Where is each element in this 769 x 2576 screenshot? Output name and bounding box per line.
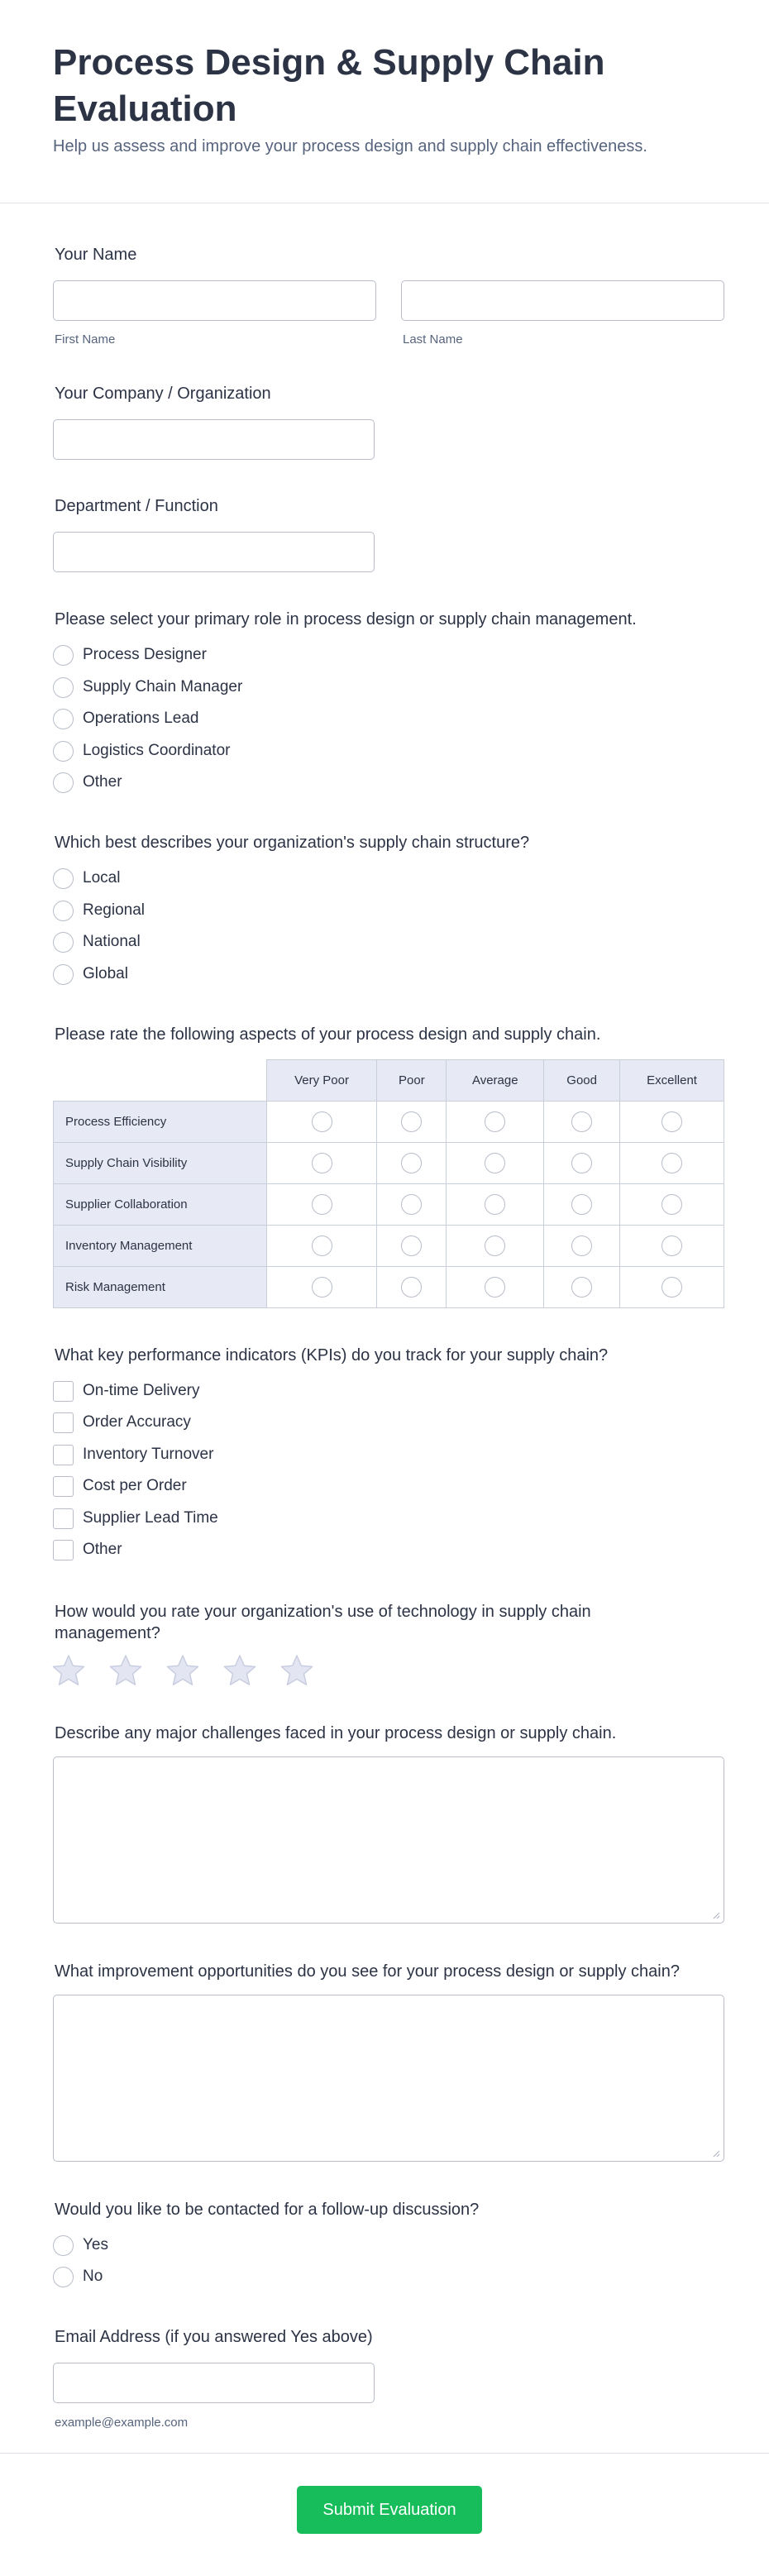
option-label: Logistics Coordinator (83, 742, 231, 759)
matrix-cell[interactable] (544, 1184, 620, 1226)
matrix-row (54, 1226, 724, 1267)
radio-button[interactable] (485, 1235, 505, 1256)
first-name-sublabel: First Name (55, 332, 116, 346)
radio-button[interactable] (312, 1235, 332, 1256)
matrix-cell[interactable] (620, 1267, 724, 1308)
matrix-row (54, 1184, 724, 1226)
matrix-cell[interactable] (620, 1143, 724, 1184)
matrix-cell[interactable] (620, 1102, 724, 1143)
radio-button[interactable] (53, 709, 74, 729)
email-input[interactable] (53, 2363, 375, 2403)
option-label: On-time Delivery (83, 1382, 200, 1399)
kpi-option[interactable] (53, 1443, 213, 1466)
challenges-textarea[interactable] (53, 1756, 724, 1924)
followup-option[interactable] (53, 2234, 108, 2257)
checkbox[interactable] (53, 1412, 74, 1433)
email-label: Email Address (if you answered Yes above) (55, 2328, 373, 2346)
matrix-column-header: Good (544, 1060, 620, 1102)
matrix-cell[interactable] (447, 1267, 544, 1308)
radio-button[interactable] (53, 2267, 74, 2287)
matrix-row-label: Supply Chain Visibility (54, 1143, 267, 1184)
checkbox[interactable] (53, 1445, 74, 1465)
option-label: Other (83, 1541, 122, 1558)
kpi-option[interactable] (53, 1507, 218, 1530)
structure-option[interactable] (53, 867, 120, 890)
kpis-label: What key performance indicators (KPIs) do you track for your supply chain? (55, 1346, 609, 1364)
option-label: Other (83, 773, 122, 791)
role-option[interactable] (53, 771, 122, 794)
radio-button[interactable] (485, 1153, 505, 1173)
form-subtitle: Help us assess and improve your process design and supply chain effectiveness. (53, 137, 647, 155)
matrix-cell[interactable] (377, 1226, 447, 1267)
option-label: Yes (83, 2236, 108, 2253)
matrix-row (54, 1143, 724, 1184)
option-label: Supplier Lead Time (83, 1509, 218, 1527)
radio-button[interactable] (312, 1153, 332, 1173)
checkbox[interactable] (53, 1476, 74, 1497)
checkbox[interactable] (53, 1508, 74, 1529)
matrix-column-header: Poor (377, 1060, 447, 1102)
role-option[interactable] (53, 739, 230, 762)
matrix-column-header: Excellent (620, 1060, 724, 1102)
radio-button[interactable] (53, 868, 74, 889)
option-label: Inventory Turnover (83, 1446, 214, 1463)
radio-button[interactable] (485, 1194, 505, 1215)
role-label: Please select your primary role in process design or supply chain management. (55, 610, 637, 628)
star-icon[interactable] (279, 1653, 314, 1688)
department-input[interactable] (53, 532, 375, 572)
submit-button[interactable]: Submit Evaluation (297, 2486, 482, 2534)
last-name-sublabel: Last Name (403, 332, 463, 346)
matrix-cell[interactable] (377, 1267, 447, 1308)
kpi-option[interactable] (53, 1474, 187, 1498)
radio-button[interactable] (662, 1194, 682, 1215)
kpi-option[interactable] (53, 1379, 199, 1403)
radio-button[interactable] (312, 1277, 332, 1298)
name-label: Your Name (55, 246, 137, 264)
radio-button[interactable] (53, 772, 74, 793)
matrix-row (54, 1267, 724, 1308)
radio-button[interactable] (662, 1153, 682, 1173)
role-option[interactable] (53, 707, 199, 730)
footer-divider (0, 2453, 769, 2454)
star-rating (51, 1653, 337, 1688)
option-label: Process Designer (83, 646, 207, 663)
star-icon[interactable] (222, 1653, 257, 1688)
radio-button[interactable] (53, 645, 74, 666)
followup-option[interactable] (53, 2265, 103, 2288)
challenges-label: Describe any major challenges faced in your process design or supply chain. (55, 1724, 617, 1742)
company-label: Your Company / Organization (55, 385, 271, 403)
matrix-row-label: Inventory Management (54, 1226, 267, 1267)
matrix-cell[interactable] (544, 1143, 620, 1184)
first-name-input[interactable] (53, 280, 376, 321)
star-icon[interactable] (165, 1653, 200, 1688)
matrix-cell[interactable] (544, 1226, 620, 1267)
matrix-cell[interactable] (544, 1267, 620, 1308)
option-label: Cost per Order (83, 1477, 187, 1494)
kpi-option[interactable] (53, 1411, 191, 1434)
option-label: Local (83, 869, 121, 887)
rating-label: Please rate the following aspects of your process design and supply chain. (55, 1025, 601, 1044)
radio-button[interactable] (53, 741, 74, 762)
radio-button[interactable] (571, 1194, 592, 1215)
resize-handle-icon[interactable] (712, 1911, 720, 1919)
radio-button[interactable] (401, 1194, 422, 1215)
option-label: Regional (83, 901, 145, 919)
matrix-row-label: Supplier Collaboration (54, 1184, 267, 1226)
resize-handle-icon[interactable] (712, 2149, 720, 2158)
radio-button[interactable] (485, 1111, 505, 1132)
radio-button[interactable] (53, 901, 74, 921)
matrix-cell[interactable] (377, 1143, 447, 1184)
form-header (0, 0, 769, 203)
radio-button[interactable] (53, 677, 74, 698)
option-label: Operations Lead (83, 710, 199, 727)
radio-button[interactable] (571, 1277, 592, 1298)
radio-button[interactable] (662, 1235, 682, 1256)
radio-button[interactable] (571, 1235, 592, 1256)
matrix-cell[interactable] (544, 1102, 620, 1143)
radio-button[interactable] (312, 1194, 332, 1215)
matrix-cell[interactable] (620, 1184, 724, 1226)
matrix-cell[interactable] (447, 1143, 544, 1184)
email-sublabel: example@example.com (55, 2416, 189, 2430)
matrix-cell[interactable] (447, 1184, 544, 1226)
rating-matrix (53, 1059, 724, 1308)
option-label: Global (83, 965, 128, 982)
matrix-cell[interactable] (447, 1226, 544, 1267)
radio-button[interactable] (662, 1277, 682, 1298)
structure-option[interactable] (53, 899, 145, 922)
option-label: Order Accuracy (83, 1413, 191, 1431)
matrix-cell[interactable] (266, 1226, 377, 1267)
followup-label: Would you like to be contacted for a follow-up discussion? (55, 2201, 480, 2219)
role-option[interactable] (53, 676, 242, 699)
option-label: Supply Chain Manager (83, 678, 243, 695)
radio-button[interactable] (401, 1235, 422, 1256)
radio-button[interactable] (485, 1277, 505, 1298)
department-label: Department / Function (55, 497, 218, 515)
matrix-row-label: Process Efficiency (54, 1102, 267, 1143)
structure-option[interactable] (53, 930, 141, 953)
radio-button[interactable] (401, 1111, 422, 1132)
matrix-cell[interactable] (266, 1267, 377, 1308)
matrix-cell[interactable] (266, 1184, 377, 1226)
kpi-option[interactable] (53, 1538, 122, 1561)
radio-button[interactable] (571, 1153, 592, 1173)
matrix-row-label: Risk Management (54, 1267, 267, 1308)
company-input[interactable] (53, 419, 375, 460)
structure-label: Which best describes your organization's supply chain structure? (55, 834, 530, 852)
matrix-cell[interactable] (620, 1226, 724, 1267)
radio-button[interactable] (662, 1111, 682, 1132)
tech-label: How would you rate your organization's use of technology in supply chain management? (55, 1603, 591, 1642)
matrix-cell[interactable] (266, 1102, 377, 1143)
structure-option[interactable] (53, 963, 128, 986)
option-label: No (83, 2268, 103, 2285)
matrix-cell[interactable] (447, 1102, 544, 1143)
star-icon[interactable] (108, 1653, 143, 1688)
matrix-cell[interactable] (377, 1102, 447, 1143)
matrix-cell[interactable] (377, 1184, 447, 1226)
matrix-row (54, 1102, 724, 1143)
radio-button[interactable] (401, 1153, 422, 1173)
radio-button[interactable] (53, 964, 74, 985)
checkbox[interactable] (53, 1540, 74, 1560)
improvements-textarea[interactable] (53, 1995, 724, 2162)
matrix-corner (54, 1060, 267, 1102)
form-title: Process Design & Supply Chain Evaluation (53, 42, 605, 129)
radio-button[interactable] (401, 1277, 422, 1298)
option-label: National (83, 933, 141, 950)
radio-button[interactable] (312, 1111, 332, 1132)
role-option[interactable] (53, 643, 207, 667)
star-icon[interactable] (51, 1653, 86, 1688)
last-name-input[interactable] (401, 280, 724, 321)
radio-button[interactable] (53, 2235, 74, 2256)
improvements-label: What improvement opportunities do you see for your process design or supply chain? (55, 1962, 680, 1981)
matrix-column-header: Average (447, 1060, 544, 1102)
radio-button[interactable] (571, 1111, 592, 1132)
checkbox[interactable] (53, 1381, 74, 1402)
radio-button[interactable] (53, 932, 74, 953)
matrix-column-header: Very Poor (266, 1060, 377, 1102)
matrix-cell[interactable] (266, 1143, 377, 1184)
